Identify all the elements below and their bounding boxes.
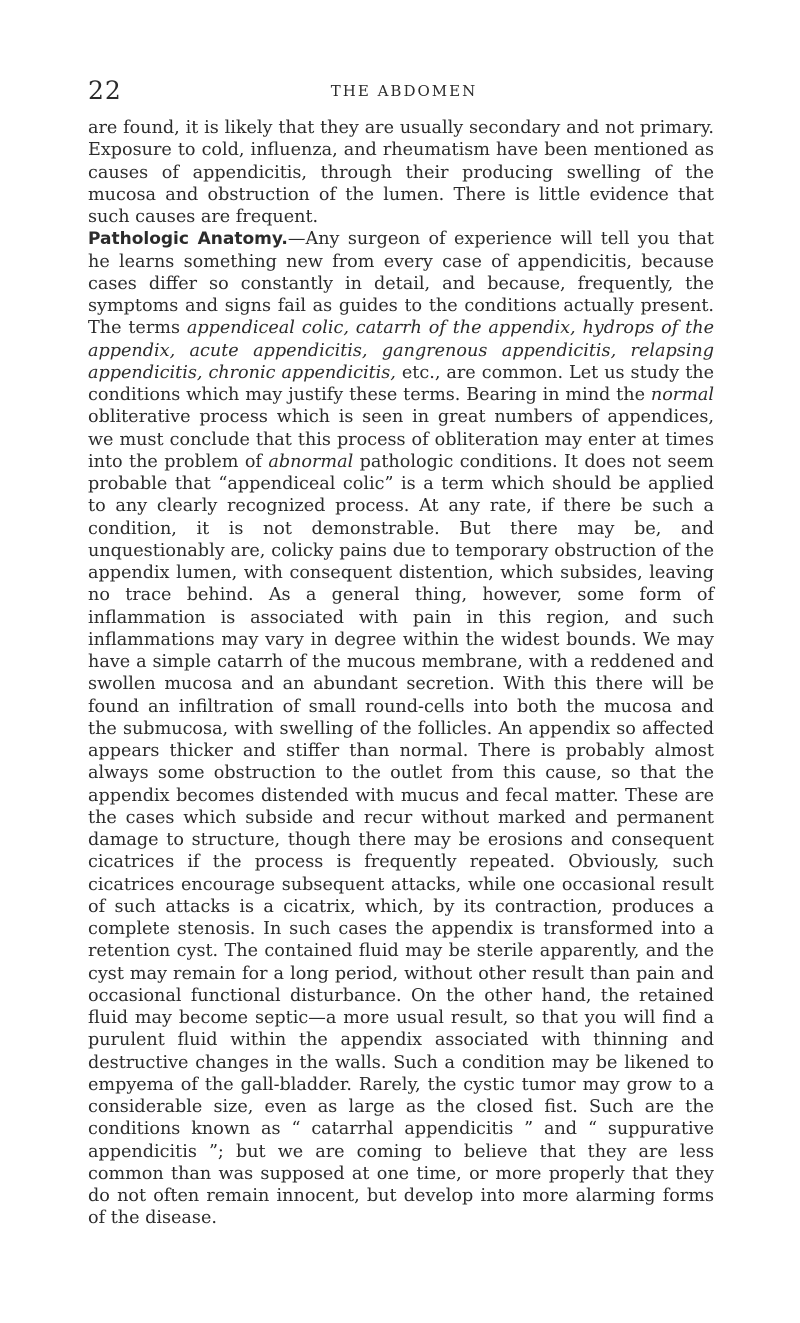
paragraph-pathologic-anatomy (88, 228, 714, 1229)
running-head (88, 76, 720, 106)
running-title: THE ABDOMEN (330, 82, 478, 100)
section-heading: Pathologic Anatomy. (88, 229, 288, 250)
text-run: etc., are common. Let us study the conditions which may justify these terms. Bearing in mind the (88, 362, 715, 405)
italic-normal: normal (650, 385, 714, 405)
text-run: pathologic conditions. It does not seem probable that “appendiceal colic” is a term which should be applied to any clearly recognized process. At any rate, if there be such a condition, it is not demonstrable. But there may be, and unquestionably are, colicky pains due to temporary obstruction of the appendix lumen, with consequent distention, which subsides, leaving no trace behind. As a general thing, however, some form of inflammation is associated with pain in this region, and such inflammations may vary in degree within the widest bounds. We may have a simple catarrh of the mucous membrane, with a reddened and swollen mucosa and an abundant secretion. With this there will be found an infiltration of small round-cells into both the mucosa and the submucosa, with swelling of the follicles. An appendix so affected appears thicker and stiffer than normal. There is probably almost always some obstruction to the outlet from this cause, so that the appendix becomes distended with mucus and fecal matter. These are the cases which subside and recur without marked and permanent damage to structure, though there may be erosions and consequent cicatrices if the process is frequently repeated. Obviously, such cicatrices encourage subsequent attacks, while one occasional result of such attacks is a cicatrix, which, by its contraction, produces a complete stenosis. In such cases the appendix is transformed into a retention cyst. The contained fluid may be sterile apparently, and the cyst may remain for a long period, without other result than pain and occasional functional disturbance. On the other hand, the retained fluid may become septic—a more usual result, so that you will find a purulent fluid within the appendix associated with thinning and destructive changes in the walls. Such a condition may be likened to empyema of the gall-bladder. Rarely, the cystic tumor may grow to a considerable size, even as large as the closed fist. Such are the conditions known as “ catarrhal appendicitis ” and “ suppurative appendicitis ”; but we are coming to believe that they are less common than was supposed at one time, or more properly that they do not often remain innocent, but develop into more alarming forms of the disease. (88, 451, 714, 1229)
paragraph-intro: are found, it is likely that they are usually secondary and not primary. Exposure to cold, influenza, and rheumatism have been mentioned as causes of appendicitis, through their producing swelling of the mucosa and obstruction of the lumen. There is little evidence that such causes are frequent. (88, 118, 714, 227)
page-number: 22 (88, 76, 122, 105)
text-run: obliterative process which is seen in great numbers of appendices, we must conclude that this process of obliteration may enter at times into the problem of (88, 407, 714, 472)
text-run: —Any surgeon of experience will tell you that he learns something new from every case of appendicitis, because cases differ so constantly in detail, and because, frequently, the symptoms and signs fail as guides to the conditions actually present. The terms (88, 229, 714, 339)
body-text (88, 117, 714, 1230)
italic-terms: appendiceal colic, catarrh of the appendix, hydrops of the appendix, acute appendicitis, gangrenous appendicitis, relapsing appendicitis, chronic appendicitis, (88, 318, 714, 383)
italic-abnormal: abnormal (268, 451, 354, 472)
